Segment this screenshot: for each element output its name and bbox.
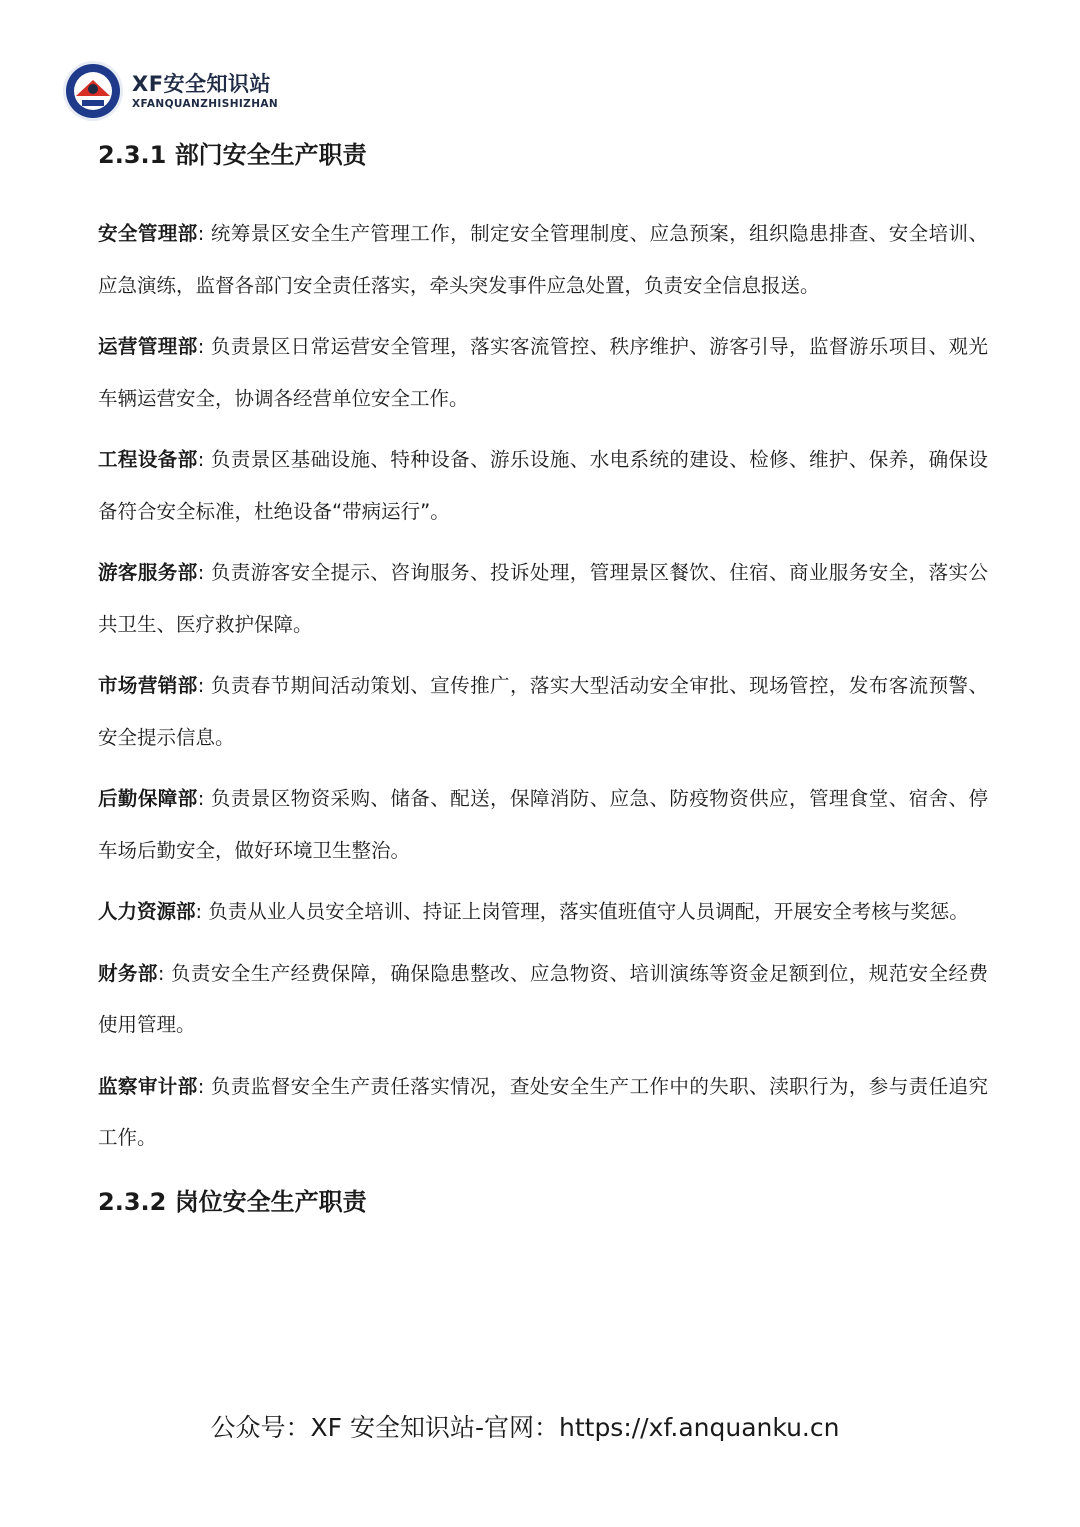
department-name: 游客服务部: [98, 561, 198, 584]
footer-info: 公众号：XF 安全知识站-官网：https://xf.anquanku.cn: [210, 1413, 840, 1442]
department-separator: :: [197, 335, 211, 358]
department-duty-text: 负责监督安全生产责任落实情况，查处安全生产工作中的失职、渎职行为，参与责任追究工作。: [98, 1074, 988, 1149]
department-separator: :: [197, 787, 211, 810]
department-name: 人力资源部: [98, 900, 196, 923]
section-heading-post-duties: 2.3.2 岗位安全生产职责: [98, 1187, 367, 1216]
department-duty-text: 负责景区物资采购、储备、配送，保障消防、应急、防疫物资供应，管理食堂、宿舍、停车场后勤安全，做好环境卫生整治。: [98, 787, 988, 862]
department-duty-item: [98, 434, 988, 537]
department-name: 监察审计部: [98, 1074, 198, 1098]
department-duty-item: [98, 948, 988, 1051]
department-separator: :: [197, 674, 211, 697]
department-duty-text: 负责春节期间活动策划、宣传推广，落实大型活动安全审批、现场管控，发布客流预警、安全提示信息。: [98, 674, 988, 749]
department-duty-item: [98, 547, 988, 650]
department-duty-text: 负责景区日常运营安全管理，落实客流管控、秩序维护、游客引导，监督游乐项目、观光车辆运营安全，协调各经营单位安全工作。: [98, 335, 988, 410]
department-name: 市场营销部: [98, 674, 198, 697]
department-duty-text: 负责游客安全提示、咨询服务、投诉处理，管理景区餐饮、住宿、商业服务安全，落实公共卫生、医疗救护保障。: [98, 561, 988, 636]
brand-subtitle: XFANQUANZHISHIZHAN: [132, 98, 279, 110]
department-duty-item: [98, 321, 988, 424]
department-separator: :: [197, 222, 211, 245]
department-name: 安全管理部: [98, 222, 198, 245]
brand-logo-icon: [62, 60, 124, 122]
department-duty-text: 负责从业人员安全培训、持证上岗管理，落实值班值守人员调配，开展安全考核与奖惩。: [208, 900, 969, 923]
department-separator: :: [195, 900, 209, 923]
section-heading-department-duties: 2.3.1 部门安全生产职责: [98, 141, 367, 169]
department-duty-item: [98, 773, 988, 876]
department-duty-item: [98, 208, 988, 311]
department-name: 后勤保障部: [98, 787, 198, 810]
brand-title: XF安全知识站: [132, 72, 272, 96]
department-separator: :: [197, 561, 211, 584]
department-duty-item: [98, 660, 988, 763]
document-body: [98, 133, 988, 1224]
department-duty-text: 统筹景区安全生产管理工作，制定安全管理制度、应急预案，组织隐患排查、安全培训、应急演练，监督各部门安全责任落实，牵头突发事件应急处置，负责安全信息报送。: [98, 222, 988, 297]
department-name: 运营管理部: [98, 335, 198, 358]
department-separator: :: [157, 961, 172, 985]
department-separator: :: [197, 448, 211, 471]
site-header: [62, 58, 278, 124]
department-duty-item: [98, 886, 988, 938]
department-name: 财务部: [98, 961, 158, 985]
department-separator: :: [197, 1074, 211, 1098]
department-duty-item: [98, 1061, 988, 1164]
department-duty-text: 负责安全生产经费保障，确保隐患整改、应急物资、培训演练等资金足额到位，规范安全经费使用管理。: [98, 961, 988, 1036]
department-name: 工程设备部: [98, 448, 198, 471]
department-duty-list: [98, 208, 988, 1164]
department-duty-text: 负责景区基础设施、特种设备、游乐设施、水电系统的建设、检修、维护、保养，确保设备符合安全标准，杜绝设备“带病运行”。: [98, 448, 988, 523]
